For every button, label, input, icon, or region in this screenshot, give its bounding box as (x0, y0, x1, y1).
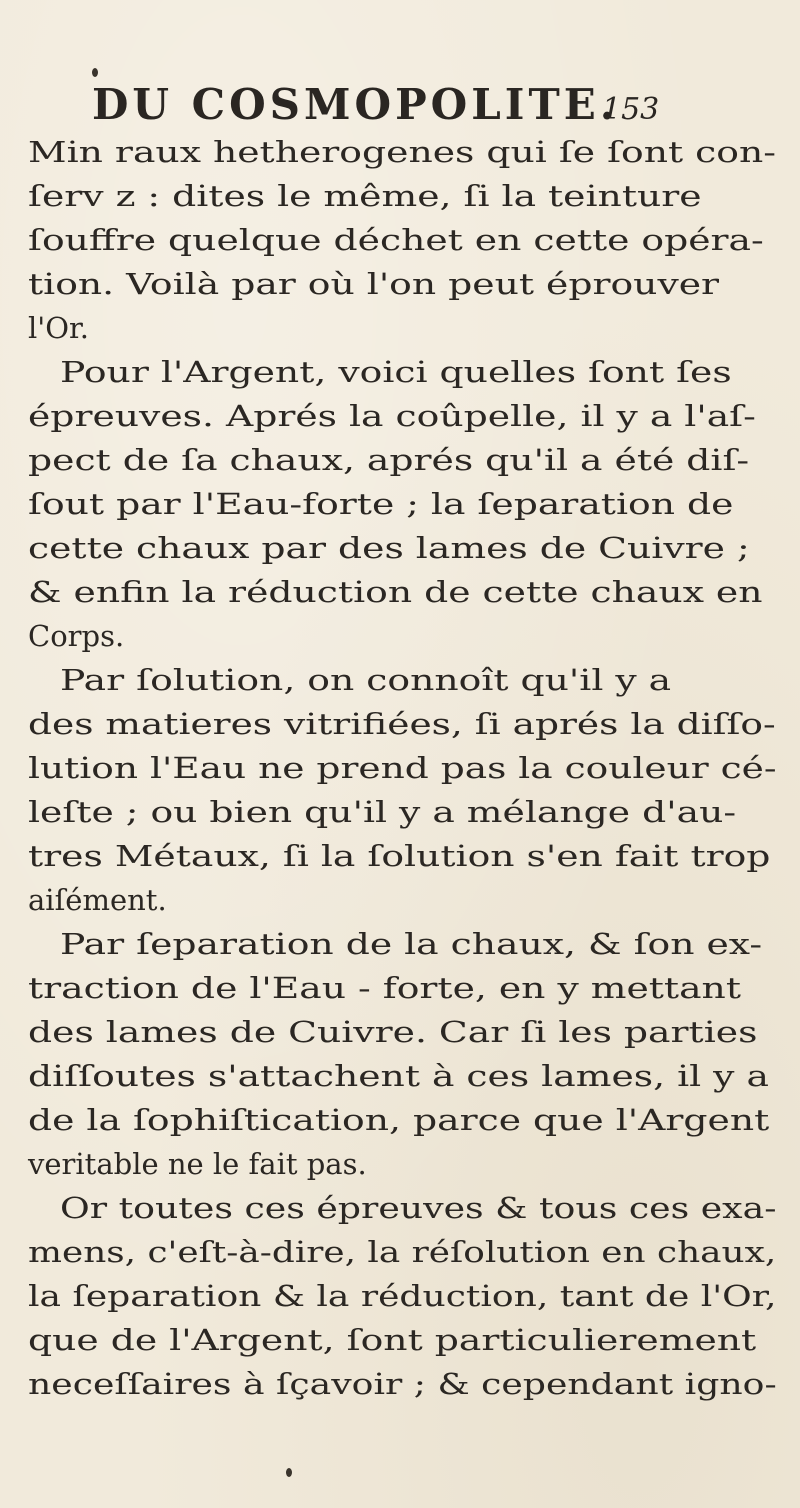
text-line: que de l'Argent, ſont particulierement (28, 1323, 757, 1357)
text-line: ſouffre quelque déchet en cette opéra- (28, 223, 764, 257)
text-line: lution l'Eau ne prend pas la couleur cé- (28, 751, 777, 785)
ink-spot (286, 1468, 292, 1477)
text-line: Or toutes ces épreuves & tous ces exa- (60, 1191, 777, 1225)
text-line: pect de ſa chaux, aprés qu'il a été diſ- (28, 443, 750, 477)
ink-spot (92, 68, 98, 77)
text-line: tres Métaux, ſi la ſolution s'en fait trop (28, 839, 771, 873)
text-line: des matieres vitrifiées, ſi aprés la diſſo- (28, 707, 776, 741)
text-line: Min raux hetherogenes qui ſe ſont con- (28, 135, 776, 169)
text-line: & enfin la réduction de cette chaux en (28, 575, 763, 609)
text-line: la ſeparation & la réduction, tant de l'Or, (28, 1279, 777, 1313)
running-title: DU COSMOPOLITE. (92, 80, 619, 129)
text-line: aiſément. (28, 883, 167, 917)
text-line: cette chaux par des lames de Cuivre ; (28, 531, 750, 565)
text-line: l'Or. (28, 311, 89, 345)
text-line: diſſoutes s'attachent à ces lames, il y a (28, 1059, 769, 1093)
text-line: de la ſophiſtication, parce que l'Argent (28, 1103, 770, 1137)
text-line: Par ſolution, on connoît qu'il y a (60, 663, 672, 697)
text-line: ſerv z : dites le même, ſi la teinture (28, 179, 702, 213)
text-line: tion. Voilà par où l'on peut éprouver (28, 267, 720, 301)
text-line: Pour l'Argent, voici quelles ſont ſes (60, 355, 732, 389)
text-line: Par ſeparation de la chaux, & ſon ex- (60, 927, 763, 961)
text-line: Corps. (28, 619, 125, 653)
text-line: épreuves. Aprés la coûpelle, il y a l'aſ- (28, 399, 756, 433)
text-line: leſte ; ou bien qu'il y a mélange d'au- (28, 795, 737, 829)
page-number: 153 (602, 92, 660, 127)
text-line: mens, c'eſt-à-dire, la réſolution en chaux, (28, 1235, 777, 1269)
text-line: des lames de Cuivre. Car ſi les parties (28, 1015, 758, 1049)
text-line: traction de l'Eau - forte, en y mettant (28, 971, 741, 1005)
text-line: neceſſaires à ſçavoir ; & cependant igno- (28, 1367, 777, 1401)
text-line: veritable ne le fait pas. (28, 1147, 367, 1181)
text-line: ſout par l'Eau-forte ; la ſeparation de (28, 487, 734, 521)
